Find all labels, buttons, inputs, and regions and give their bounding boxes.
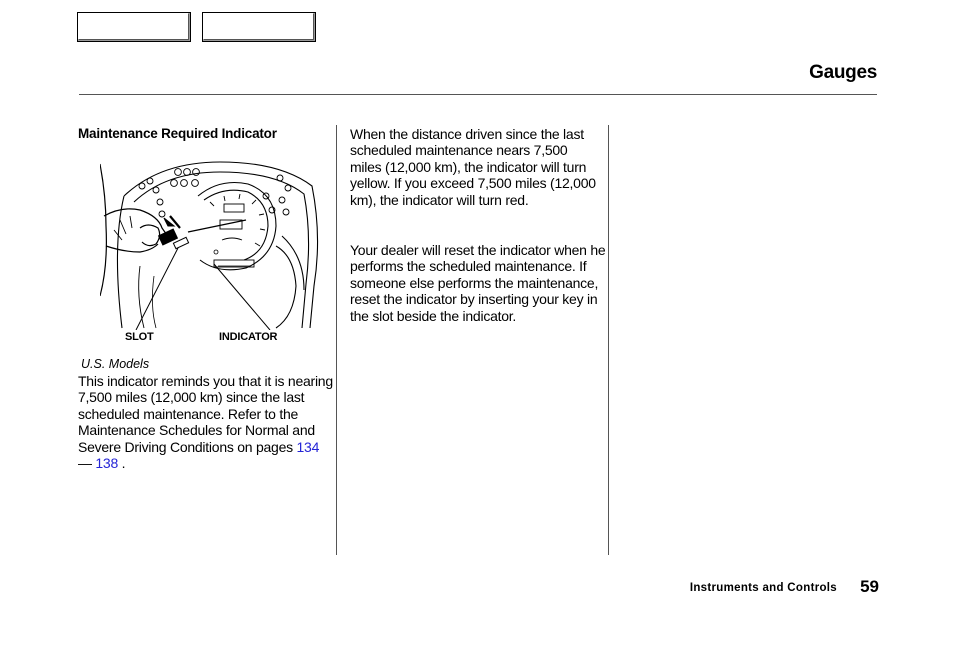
footer-section-name: Instruments and Controls	[689, 582, 837, 594]
page-title: Gauges	[809, 62, 877, 83]
column-divider-right	[608, 125, 609, 555]
indicator-description-end: .	[118, 455, 126, 472]
indicator-color-paragraph: When the distance driven since the last scheduled maintenance nears 7,500 miles (12,000 km), the indicator will turn yellow. If you exceed 7,500 miles (12,000 km), the indicator will turn red.	[350, 126, 596, 208]
page-link-134[interactable]: 134	[296, 438, 320, 455]
section-heading: Maintenance Required Indicator	[78, 126, 277, 141]
indicator-reset-paragraph: Your dealer will reset the indicator when he performs the scheduled maintenance. If someone else performs the maintenance, reset the indicator by inserting your key in the slot beside the indicator.	[350, 242, 606, 324]
slot-label: SLOT	[125, 331, 154, 343]
next-page-button[interactable]	[202, 12, 316, 42]
previous-page-button[interactable]	[77, 12, 191, 42]
indicator-description-text: This indicator reminds you that it is nearing 7,500 miles (12,000 km) since the last scheduled maintenance. Refer to the Maintenance Schedules for Normal and Severe Driving Conditions on pages	[78, 373, 333, 455]
page-number: 59	[860, 577, 879, 596]
header-divider	[79, 94, 877, 95]
column-divider-left	[336, 125, 337, 555]
indicator-description	[78, 373, 336, 471]
page-range-separator: —	[78, 455, 96, 472]
indicator-label: INDICATOR	[219, 331, 278, 343]
maintenance-indicator-illustration	[100, 156, 322, 330]
page-link-138[interactable]: 138	[95, 455, 118, 472]
figure-caption: U.S. Models	[81, 357, 150, 371]
